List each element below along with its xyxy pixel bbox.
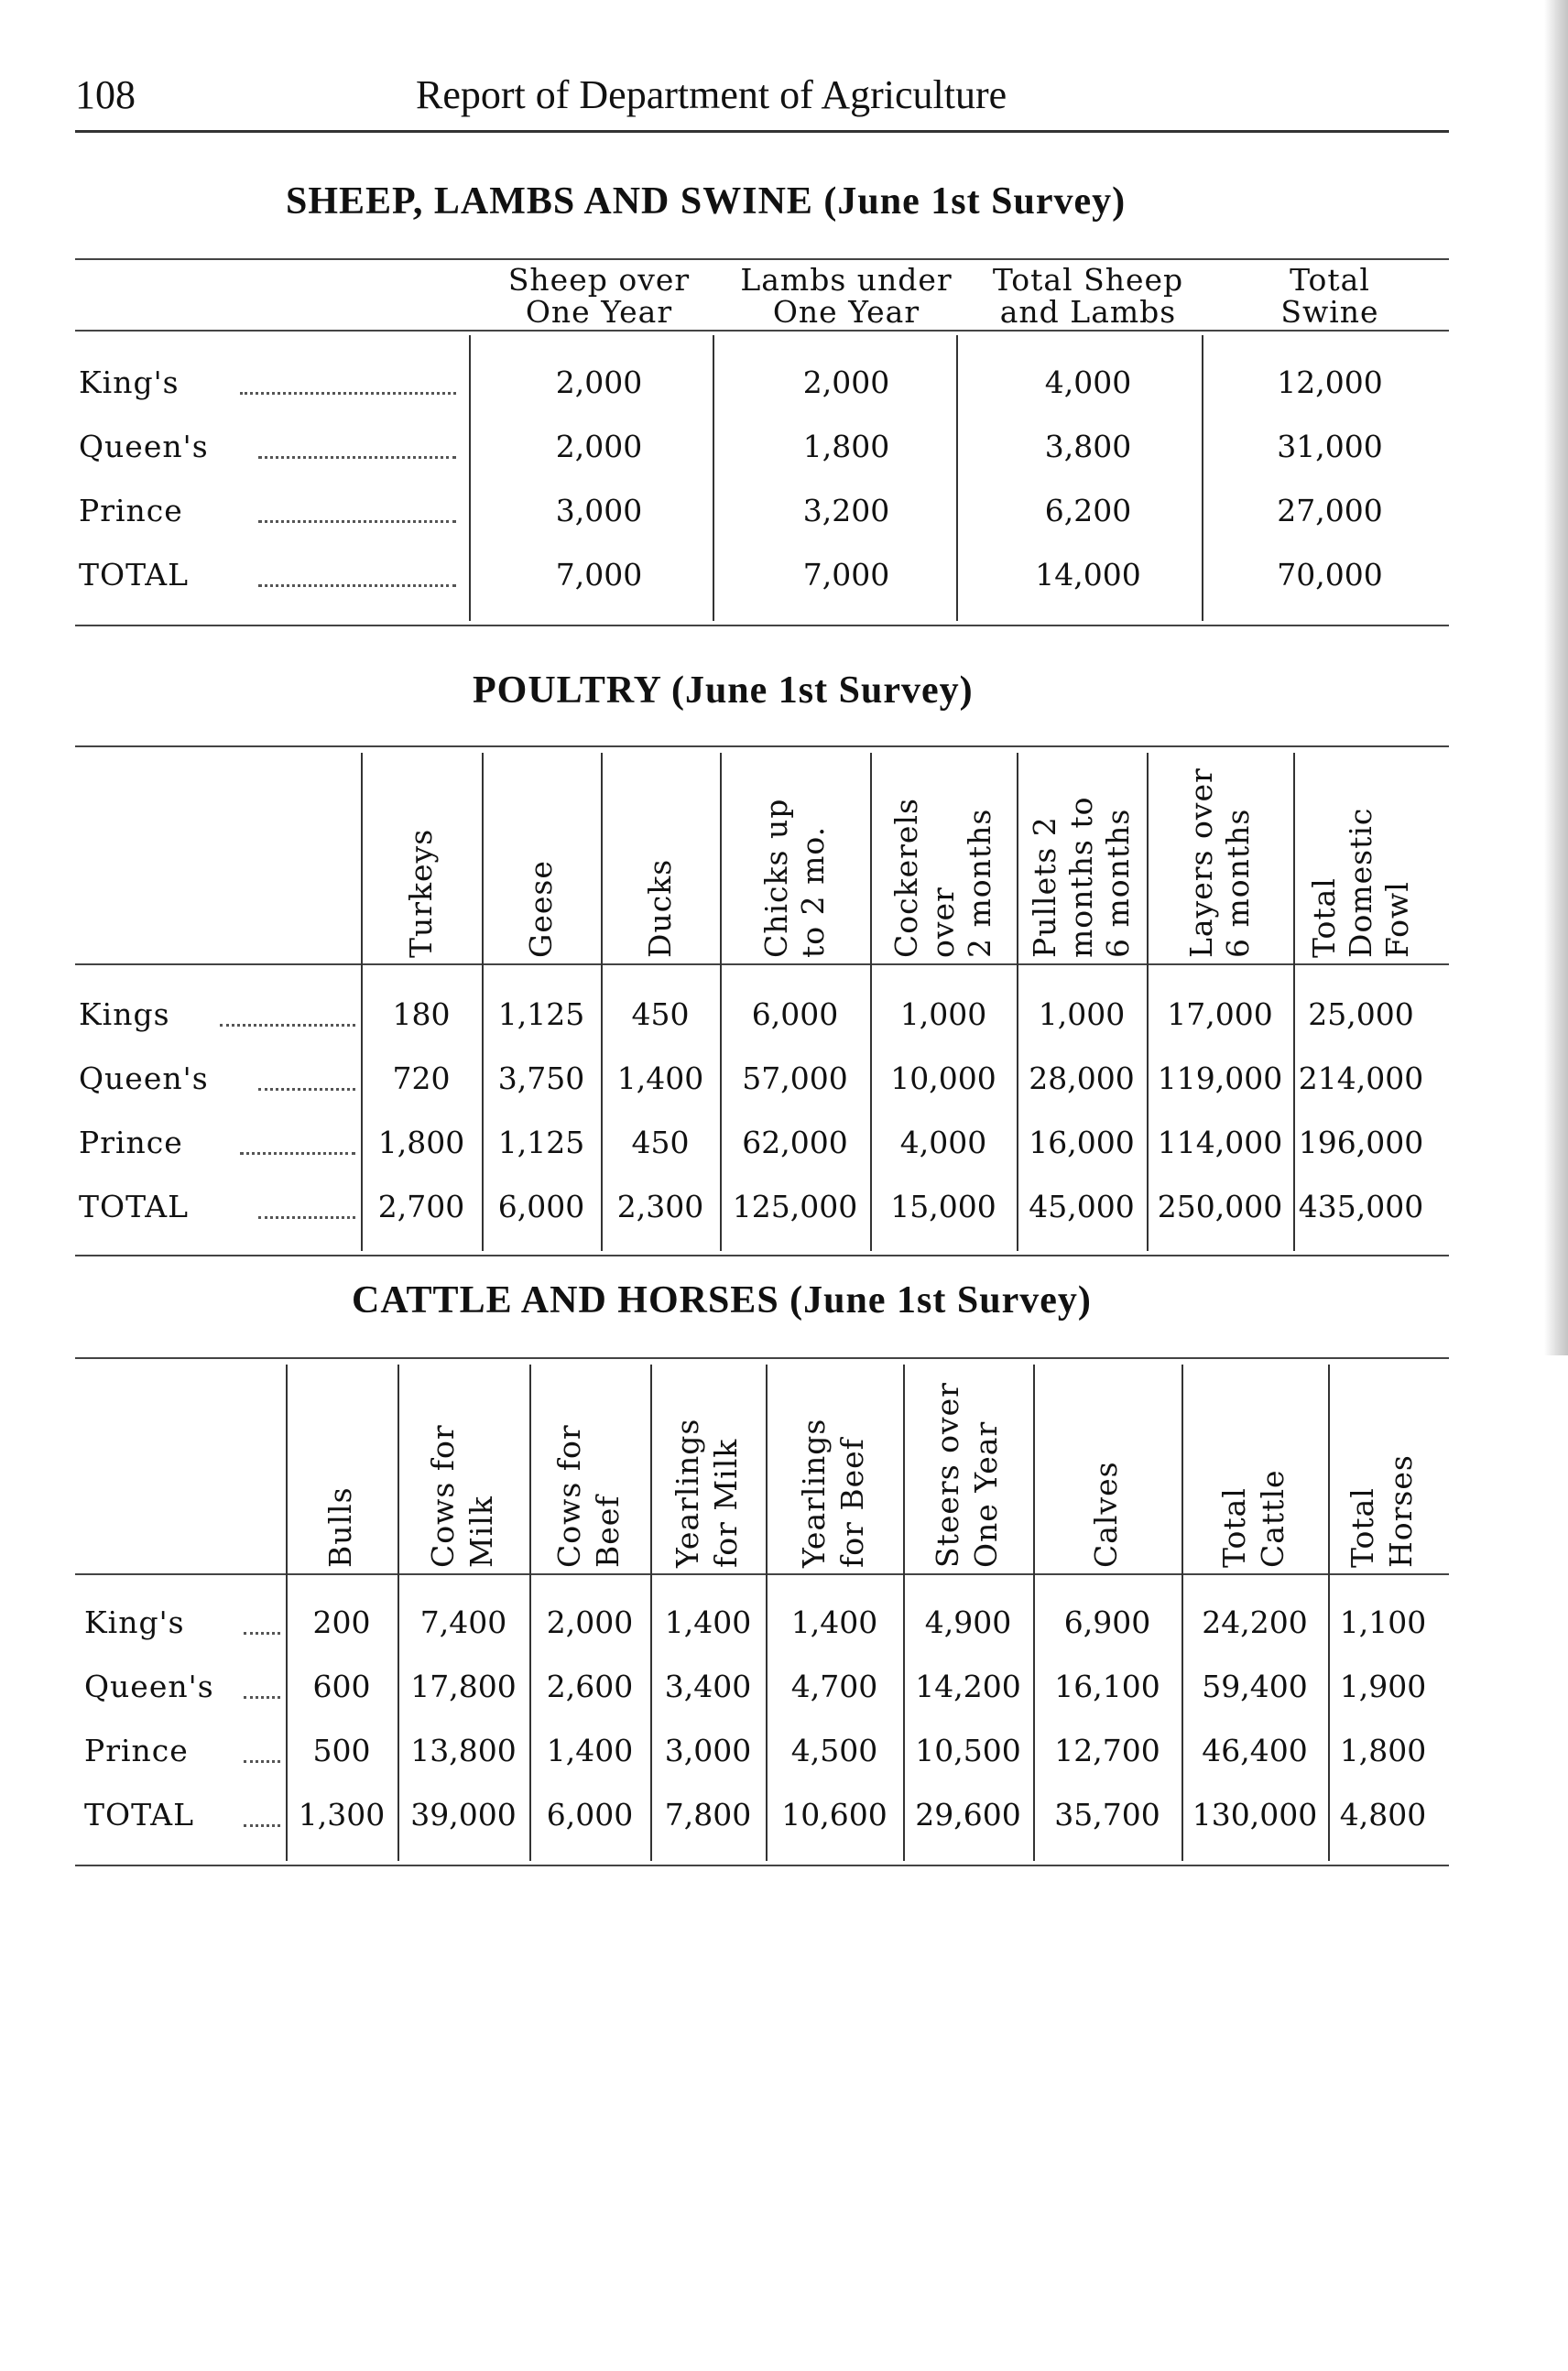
poultry-value-cell: 250,000 bbox=[1157, 1189, 1283, 1224]
dot-leader bbox=[240, 1152, 355, 1155]
page-edge-shadow bbox=[1544, 0, 1568, 1355]
cattle-column-header: Cows for bbox=[425, 1424, 461, 1568]
cattle-value-cell: 500 bbox=[312, 1733, 371, 1768]
sheep-value-cell: 7,000 bbox=[802, 557, 890, 593]
cattle-value-cell: 10,500 bbox=[915, 1733, 1021, 1768]
poultry-value-cell: 1,400 bbox=[616, 1060, 704, 1096]
cattle-column-header: Milk bbox=[463, 1495, 499, 1568]
cattle-column-header: Bulls bbox=[322, 1486, 358, 1568]
cattle-value-cell: 35,700 bbox=[1054, 1797, 1160, 1833]
cattle-column-header: Total bbox=[1345, 1487, 1380, 1568]
cattle-column-header: Horses bbox=[1383, 1454, 1419, 1568]
cattle-value-cell: 3,400 bbox=[664, 1669, 752, 1704]
poultry-value-cell: 17,000 bbox=[1167, 996, 1273, 1032]
cattle-column-header: Yearlings bbox=[796, 1418, 832, 1568]
poultry-value-cell: 15,000 bbox=[890, 1189, 996, 1224]
cattle-value-cell: 10,600 bbox=[781, 1797, 887, 1833]
sheep-column-header: Sheep over bbox=[507, 262, 691, 298]
sheep-value-cell: 4,000 bbox=[1044, 364, 1132, 400]
poultry-column-header: Turkeys bbox=[403, 828, 439, 958]
cattle-value-cell: 1,100 bbox=[1339, 1604, 1427, 1640]
dot-leader bbox=[244, 1632, 280, 1635]
dot-leader bbox=[240, 392, 456, 395]
poultry-bottom-rule bbox=[75, 1255, 1449, 1256]
sheep-value-cell: 70,000 bbox=[1277, 557, 1383, 593]
poultry-value-cell: 16,000 bbox=[1029, 1125, 1135, 1160]
poultry-row-label: Kings bbox=[79, 996, 170, 1032]
poultry-column-header: 6 months bbox=[1100, 808, 1136, 958]
poultry-value-cell: 3,750 bbox=[497, 1060, 585, 1096]
dot-leader bbox=[244, 1696, 280, 1699]
cattle-value-cell: 16,100 bbox=[1054, 1669, 1160, 1704]
dot-leader bbox=[258, 456, 456, 459]
cattle-value-cell: 2,600 bbox=[546, 1669, 634, 1704]
cattle-value-cell: 130,000 bbox=[1192, 1797, 1318, 1833]
cattle-column-header: for Milk bbox=[708, 1438, 744, 1568]
poultry-value-cell: 10,000 bbox=[890, 1060, 996, 1096]
poultry-column-header: Cockerels bbox=[888, 798, 924, 958]
poultry-value-cell: 62,000 bbox=[742, 1125, 848, 1160]
cattle-value-cell: 7,800 bbox=[664, 1797, 752, 1833]
cattle-value-cell: 1,800 bbox=[1339, 1733, 1427, 1768]
sheep-column-header: Lambs under bbox=[740, 262, 953, 298]
cattle-value-cell: 29,600 bbox=[915, 1797, 1021, 1833]
dot-leader bbox=[220, 1024, 355, 1027]
cattle-column-header: Calves bbox=[1088, 1461, 1124, 1568]
poultry-column-header: Ducks bbox=[642, 858, 678, 958]
cattle-column-header: Yearlings bbox=[670, 1418, 705, 1568]
cattle-row-label: King's bbox=[84, 1604, 185, 1640]
sheep-value-cell: 14,000 bbox=[1035, 557, 1141, 593]
poultry-value-cell: 2,300 bbox=[616, 1189, 704, 1224]
dot-leader bbox=[258, 1216, 355, 1219]
cattle-value-cell: 1,400 bbox=[790, 1604, 878, 1640]
poultry-value-cell: 6,000 bbox=[751, 996, 839, 1032]
running-title: Report of Department of Agriculture bbox=[416, 72, 1007, 117]
poultry-value-cell: 720 bbox=[392, 1060, 451, 1096]
poultry-column-header: Total bbox=[1306, 877, 1342, 958]
cattle-value-cell: 46,400 bbox=[1202, 1733, 1308, 1768]
sheep-column-header: One Year bbox=[772, 294, 920, 330]
cattle-top-rule bbox=[75, 1357, 1449, 1359]
dot-leader bbox=[258, 1088, 355, 1091]
sheep-column-divider bbox=[469, 335, 471, 621]
sheep-table-title: SHEEP, LAMBS AND SWINE (June 1st Survey) bbox=[286, 180, 1127, 223]
cattle-table-title: CATTLE AND HORSES (June 1st Survey) bbox=[352, 1279, 1092, 1321]
sheep-value-cell: 2,000 bbox=[555, 364, 643, 400]
cattle-column-header: Cows for bbox=[551, 1424, 587, 1568]
sheep-value-cell: 31,000 bbox=[1277, 429, 1383, 464]
poultry-value-cell: 196,000 bbox=[1298, 1125, 1424, 1160]
sheep-top-rule bbox=[75, 258, 1449, 260]
dot-leader bbox=[258, 520, 456, 523]
poultry-column-header: months to bbox=[1063, 796, 1099, 958]
page-number: 108 bbox=[75, 72, 136, 117]
poultry-row-label: Queen's bbox=[79, 1060, 209, 1096]
poultry-row-label: TOTAL bbox=[79, 1189, 190, 1224]
dot-leader bbox=[244, 1760, 280, 1763]
poultry-value-cell: 1,125 bbox=[497, 996, 585, 1032]
cattle-value-cell: 39,000 bbox=[410, 1797, 517, 1833]
sheep-row-label: Prince bbox=[79, 493, 183, 528]
sheep-value-cell: 12,000 bbox=[1277, 364, 1383, 400]
running-head bbox=[75, 71, 1449, 119]
poultry-column-header: 6 months bbox=[1220, 808, 1256, 958]
cattle-value-cell: 1,400 bbox=[546, 1733, 634, 1768]
poultry-value-cell: 435,000 bbox=[1298, 1189, 1424, 1224]
sheep-value-cell: 3,200 bbox=[802, 493, 890, 528]
poultry-column-header: to 2 mo. bbox=[795, 825, 831, 958]
poultry-value-cell: 119,000 bbox=[1157, 1060, 1283, 1096]
cattle-column-header: One Year bbox=[968, 1420, 1004, 1568]
poultry-value-cell: 4,000 bbox=[899, 1125, 987, 1160]
sheep-column-header: Total Sheep bbox=[992, 262, 1184, 298]
sheep-value-cell: 1,800 bbox=[802, 429, 890, 464]
cattle-bottom-rule bbox=[75, 1865, 1449, 1866]
sheep-header-rule bbox=[75, 330, 1449, 332]
sheep-value-cell: 3,000 bbox=[555, 493, 643, 528]
poultry-column-header: Geese bbox=[523, 860, 559, 958]
poultry-value-cell: 1,000 bbox=[899, 996, 987, 1032]
cattle-column-header: Beef bbox=[590, 1495, 626, 1568]
sheep-bottom-rule bbox=[75, 625, 1449, 626]
sheep-column-header: Swine bbox=[1280, 294, 1379, 330]
poultry-value-cell: 57,000 bbox=[742, 1060, 848, 1096]
cattle-value-cell: 3,000 bbox=[664, 1733, 752, 1768]
poultry-column-header: Chicks up bbox=[758, 798, 794, 958]
poultry-column-header: Layers over bbox=[1183, 767, 1219, 958]
cattle-value-cell: 6,900 bbox=[1063, 1604, 1151, 1640]
cattle-value-cell: 1,900 bbox=[1339, 1669, 1427, 1704]
header-rule bbox=[75, 130, 1449, 133]
cattle-header-rule bbox=[75, 1573, 1449, 1575]
cattle-row-label: Prince bbox=[84, 1733, 189, 1768]
cattle-column-header: for Beef bbox=[834, 1438, 870, 1568]
cattle-row-label: Queen's bbox=[84, 1669, 214, 1704]
cattle-value-cell: 1,300 bbox=[298, 1797, 386, 1833]
poultry-row-label: Prince bbox=[79, 1125, 183, 1160]
poultry-column-header: Fowl bbox=[1379, 881, 1415, 958]
sheep-value-cell: 7,000 bbox=[555, 557, 643, 593]
sheep-row-label: King's bbox=[79, 364, 180, 400]
cattle-value-cell: 1,400 bbox=[664, 1604, 752, 1640]
sheep-row-label: Queen's bbox=[79, 429, 209, 464]
dot-leader bbox=[258, 584, 456, 587]
poultry-column-header: Pullets 2 bbox=[1027, 816, 1062, 958]
sheep-value-cell: 2,000 bbox=[555, 429, 643, 464]
sheep-column-header: One Year bbox=[525, 294, 673, 330]
cattle-value-cell: 4,800 bbox=[1339, 1797, 1427, 1833]
poultry-value-cell: 2,700 bbox=[377, 1189, 465, 1224]
poultry-value-cell: 1,125 bbox=[497, 1125, 585, 1160]
poultry-header-rule bbox=[75, 963, 1449, 965]
poultry-value-cell: 28,000 bbox=[1029, 1060, 1135, 1096]
poultry-top-rule bbox=[75, 745, 1449, 747]
cattle-value-cell: 4,500 bbox=[790, 1733, 878, 1768]
cattle-value-cell: 12,700 bbox=[1054, 1733, 1160, 1768]
cattle-value-cell: 24,200 bbox=[1202, 1604, 1308, 1640]
cattle-column-header: Cattle bbox=[1255, 1469, 1290, 1568]
cattle-value-cell: 200 bbox=[312, 1604, 371, 1640]
cattle-column-header: Steers over bbox=[930, 1382, 965, 1568]
poultry-value-cell: 45,000 bbox=[1029, 1189, 1135, 1224]
sheep-value-cell: 2,000 bbox=[802, 364, 890, 400]
dot-leader bbox=[244, 1824, 280, 1827]
poultry-column-header: over bbox=[925, 886, 961, 958]
sheep-value-cell: 6,200 bbox=[1044, 493, 1132, 528]
cattle-value-cell: 59,400 bbox=[1202, 1669, 1308, 1704]
cattle-row-label: TOTAL bbox=[84, 1797, 195, 1833]
poultry-value-cell: 1,800 bbox=[377, 1125, 465, 1160]
poultry-value-cell: 450 bbox=[631, 996, 690, 1032]
cattle-value-cell: 14,200 bbox=[915, 1669, 1021, 1704]
poultry-value-cell: 114,000 bbox=[1157, 1125, 1283, 1160]
cattle-value-cell: 600 bbox=[312, 1669, 371, 1704]
cattle-value-cell: 2,000 bbox=[546, 1604, 634, 1640]
poultry-value-cell: 214,000 bbox=[1298, 1060, 1424, 1096]
cattle-value-cell: 6,000 bbox=[546, 1797, 634, 1833]
cattle-value-cell: 4,700 bbox=[790, 1669, 878, 1704]
poultry-value-cell: 25,000 bbox=[1308, 996, 1414, 1032]
cattle-column-header: Total bbox=[1216, 1487, 1252, 1568]
poultry-value-cell: 6,000 bbox=[497, 1189, 585, 1224]
cattle-value-cell: 13,800 bbox=[410, 1733, 517, 1768]
poultry-value-cell: 180 bbox=[392, 996, 451, 1032]
poultry-value-cell: 1,000 bbox=[1038, 996, 1126, 1032]
poultry-table-title: POULTRY (June 1st Survey) bbox=[473, 669, 974, 712]
poultry-column-header: 2 months bbox=[962, 808, 997, 958]
poultry-column-header: Domestic bbox=[1343, 807, 1378, 958]
sheep-column-header: and Lambs bbox=[999, 294, 1177, 330]
sheep-column-header: Total bbox=[1290, 262, 1370, 298]
sheep-value-cell: 3,800 bbox=[1044, 429, 1132, 464]
cattle-value-cell: 17,800 bbox=[410, 1669, 517, 1704]
sheep-value-cell: 27,000 bbox=[1277, 493, 1383, 528]
cattle-value-cell: 4,900 bbox=[924, 1604, 1012, 1640]
poultry-value-cell: 450 bbox=[631, 1125, 690, 1160]
cattle-value-cell: 7,400 bbox=[419, 1604, 507, 1640]
poultry-value-cell: 125,000 bbox=[732, 1189, 858, 1224]
sheep-row-label: TOTAL bbox=[79, 557, 190, 593]
